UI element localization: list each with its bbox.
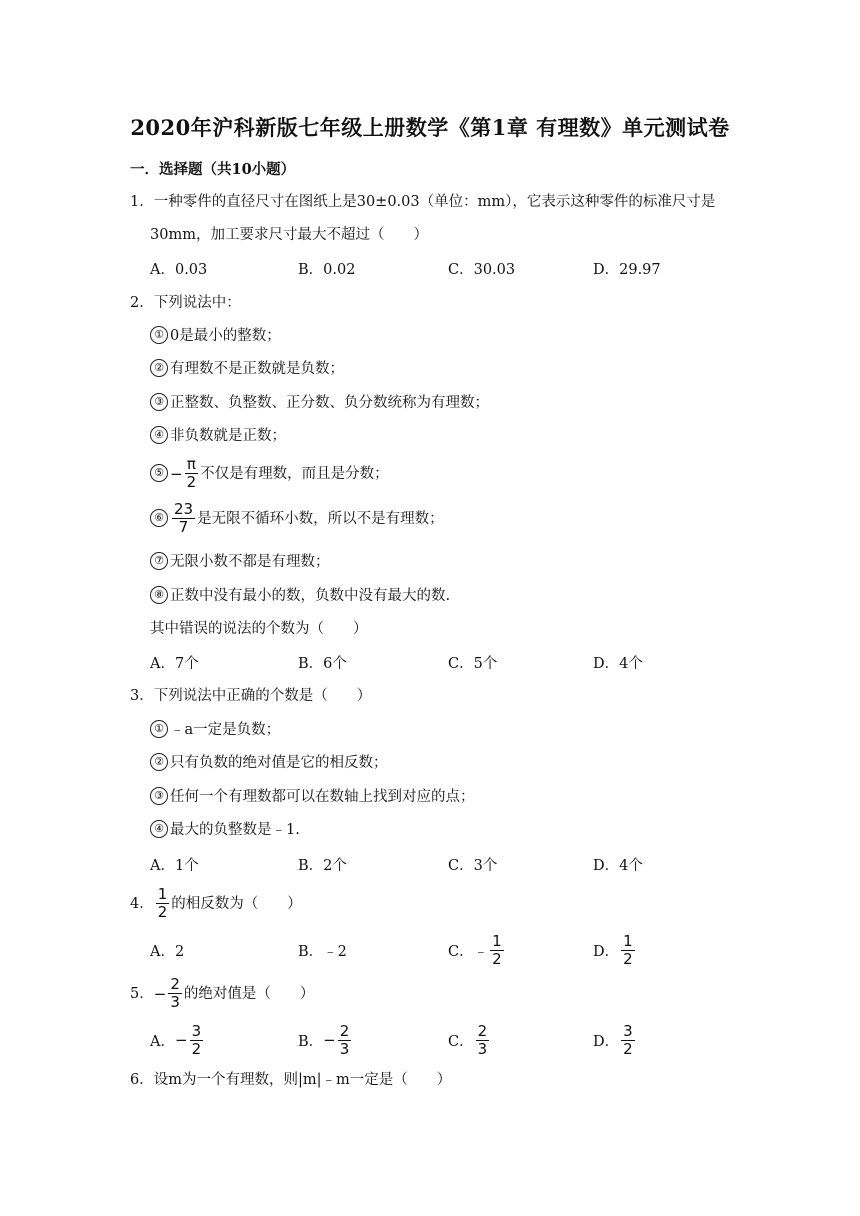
fraction: [190, 1023, 204, 1058]
item-text: 有理数不是正数就是负数；: [170, 361, 344, 377]
q4-stem: [130, 886, 302, 921]
q1-options: [150, 248, 750, 288]
item-text: 不仅是有理数，而且是分数；: [200, 465, 389, 482]
fraction-23-over-7: [172, 501, 195, 536]
denominator: 2: [186, 473, 197, 491]
fraction-pi-over-2: [185, 456, 199, 491]
option-label: B．: [298, 1033, 324, 1050]
minus-sign: ﹣: [473, 943, 489, 960]
item-marker: ⑤: [150, 464, 168, 482]
denominator: 7: [178, 518, 189, 536]
numerator: 1: [492, 931, 502, 950]
q1-stem-line1: 1．一种零件的直径尺寸在图纸上是30±0.03（单位：mm），它表示这种零件的标准尺寸是: [130, 194, 716, 210]
item-text: ﹣a一定是负数；: [170, 722, 281, 738]
numerator: 2: [170, 975, 180, 993]
section-heading: 一．选择题（共10小题）: [130, 161, 296, 178]
q4-option-b: B．﹣2: [298, 943, 347, 960]
q2-question: 其中错误的说法的个数为（ ）: [150, 621, 368, 637]
denominator: 3: [339, 1039, 350, 1058]
q1-option-d: D．29.97: [593, 261, 661, 278]
item-marker: ①: [150, 720, 168, 738]
item-text: 只有负数的绝对值是它的相反数；: [170, 755, 388, 771]
q4-option-d: [593, 930, 637, 970]
q6-stem: 6．设m为一个有理数，则|m|﹣m一定是（ ）: [130, 1072, 452, 1088]
q5-option-a: [150, 1020, 205, 1060]
fraction: [621, 933, 635, 968]
item-marker: ③: [150, 393, 168, 411]
item-marker: ②: [150, 359, 168, 377]
item-text: 非负数就是正数；: [170, 428, 286, 444]
q3-option-d: D．4个: [593, 857, 643, 874]
minus-sign: −: [323, 1031, 336, 1049]
q5-option-c: [448, 1020, 491, 1060]
q3-option-a: A．1个: [150, 857, 199, 874]
item-marker: ⑧: [150, 586, 168, 604]
q3-option-b: B．2个: [298, 857, 347, 874]
item-text: 最大的负整数是﹣1.: [170, 822, 300, 838]
item-marker: ②: [150, 753, 168, 771]
option-label: D．: [593, 1033, 620, 1050]
item-text: 无限小数不都是有理数；: [170, 554, 330, 570]
numerator: 3: [623, 1021, 633, 1040]
q4-option-c: [448, 930, 506, 970]
item-marker: ④: [150, 426, 168, 444]
q2-option-c: C．5个: [448, 655, 498, 672]
page-title: 2020年沪科新版七年级上册数学《第1章 有理数》单元测试卷: [130, 115, 730, 140]
q2-option-a: A．7个: [150, 655, 199, 672]
q2-item-1: [150, 326, 281, 346]
item-marker: ⑦: [150, 552, 168, 570]
denominator: 3: [170, 993, 180, 1011]
item-text: 0是最小的整数；: [170, 328, 281, 344]
q1-stem-line2: 30mm，加工要求尺寸最大不超过（ ）: [150, 227, 428, 243]
q2-item-5: [150, 456, 389, 491]
numerator: 2: [477, 1021, 488, 1040]
numerator: 23: [174, 500, 194, 518]
q5-option-d: [593, 1020, 637, 1060]
q2-option-d: D．4个: [593, 655, 643, 672]
q2-option-b: B．6个: [298, 655, 347, 672]
q3-options: [150, 844, 750, 884]
question-text: 的相反数为（ ）: [171, 895, 302, 912]
fraction: [476, 1023, 490, 1058]
minus-sign: −: [174, 1031, 188, 1049]
q3-item-2: [150, 753, 388, 773]
denominator: 3: [477, 1039, 488, 1058]
q2-item-4: [150, 426, 286, 446]
numerator: π: [186, 455, 196, 473]
item-marker: ④: [150, 820, 168, 838]
option-label: C．: [448, 943, 474, 960]
denominator: 2: [623, 1039, 633, 1058]
option-label: C．: [448, 1033, 474, 1050]
q1-option-a: A．0.03: [150, 261, 208, 278]
item-text: 正整数、负整数、正分数、负分数统称为有理数；: [170, 395, 489, 411]
numerator: 3: [191, 1021, 202, 1040]
q1-option-b: B．0.02: [298, 261, 356, 278]
q2-item-2: [150, 359, 344, 379]
numerator: 2: [339, 1021, 350, 1040]
numerator: 1: [623, 931, 633, 950]
q5-option-b: [298, 1020, 353, 1060]
q2-item-7: [150, 552, 330, 572]
item-text: 是无限不循环小数，所以不是有理数；: [197, 510, 444, 527]
q2-stem: 2．下列说法中：: [130, 295, 241, 311]
fraction-1-over-2: [156, 886, 170, 921]
denominator: 2: [157, 903, 168, 921]
q4-options: [150, 930, 750, 970]
numerator: 1: [157, 885, 168, 903]
denominator: 2: [191, 1039, 202, 1058]
item-marker: ⑥: [150, 509, 168, 527]
minus-sign: −: [153, 984, 167, 1003]
q5-stem: [130, 976, 314, 1011]
fraction: [338, 1023, 352, 1058]
item-text: 正数中没有最小的数，负数中没有最大的数.: [170, 588, 451, 604]
fraction: [621, 1023, 635, 1058]
q1-option-c: C．30.03: [448, 261, 516, 278]
question-number: 5．: [130, 985, 154, 1002]
q4-option-a: A．2: [150, 943, 185, 960]
item-text: 任何一个有理数都可以在数轴上找到对应的点；: [170, 789, 475, 805]
question-number: 4．: [130, 895, 154, 912]
q2-item-3: [150, 393, 489, 413]
q3-stem: 3．下列说法中正确的个数是（ ）: [130, 688, 372, 704]
q2-item-6: [150, 501, 444, 536]
q5-options: [150, 1020, 750, 1060]
option-label: A．: [150, 1033, 175, 1050]
option-label: D．: [593, 943, 620, 960]
item-marker: ③: [150, 787, 168, 805]
q2-options: [150, 642, 750, 682]
denominator: 2: [492, 949, 502, 968]
q3-option-c: C．3个: [448, 857, 498, 874]
q3-item-1: [150, 720, 280, 740]
fraction: [490, 933, 504, 968]
question-text: 的绝对值是（ ）: [183, 985, 315, 1002]
minus-sign: −: [170, 464, 183, 483]
fraction-2-over-3: [168, 976, 182, 1011]
q2-item-8: [150, 586, 450, 606]
q3-item-3: [150, 787, 475, 807]
item-marker: ①: [150, 326, 168, 344]
denominator: 2: [623, 949, 633, 968]
q3-item-4: [150, 820, 300, 840]
